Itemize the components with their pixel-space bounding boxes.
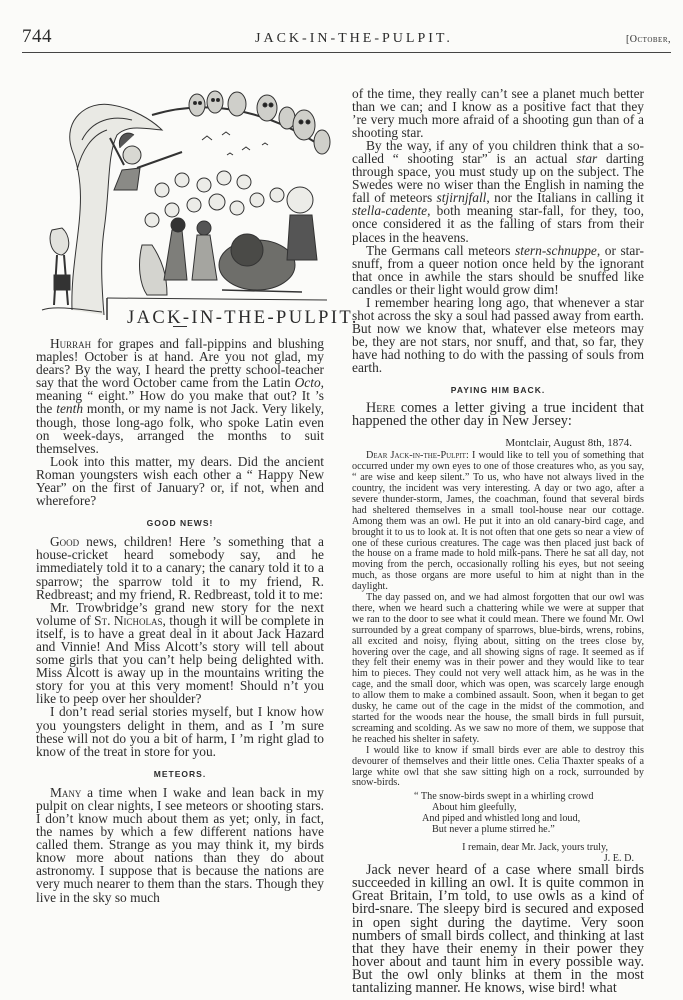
letter-intro xyxy=(352,402,644,428)
section-heading-meteors: METEORS. xyxy=(153,768,207,779)
text: a time when I wake and lean back in my pulpit on clear nights, I see meteors or shooting stars. I don’t know much about them as yet; only, in fact, the names by which a few different nations have called them. Strange as you may think it, my birds know more about nations than they do about astronomy. I suppose that is because the nations are very much nearer to them than the stars. Though they live in the sky so much xyxy=(36,784,324,905)
text: , nor the Italians in calling it xyxy=(486,190,644,206)
drop-word: Here xyxy=(366,400,396,417)
letter-paragraph-1 xyxy=(352,451,644,593)
drop-word: Hurrah xyxy=(50,336,92,351)
text: month, or my name is not Jack. Very likely, though, those long-ago folk, who spoke Latin even on week-days, arranged the months to suit themselves. xyxy=(36,401,324,456)
letter-paragraph-2: The day passed on, and we had almost forgotten that our owl was there, when we heard such a chattering while we were at supper that we ran to the door to see what it could mean. There we found Mr. Owl surrounded by a great company of sparrows, blue-birds, wrens, robins, all excited and noisy, flying about, sitting on the trees close by, hovering over the cage, and all showing signs of rage. It seemed as if they felt their enemy was in their power and they would like to tear him to pieces. They could not very well attack him, as he was in the cage, and the small door, which was open, was scarcely large enough to allow them to make a combined assault. Soon, when it began to get dusky, he came out of the cage in the midst of the commotion, and started for the woods near the house, the small birds in full pursuit, screaming and scolding. As we saw no more of them, we suppose that he reached his shelter in safety. xyxy=(352,592,644,745)
good-news-paragraph-1 xyxy=(36,535,324,600)
text: for grapes and fall-pippins and blushing maples! October is at hand. Are you not glad, my dears? By the way, I heard the pretty school-teacher say that the word October came from the Latin xyxy=(36,336,324,391)
magazine-name: St. Nicholas xyxy=(94,612,163,628)
italic-term: Octo xyxy=(294,375,321,391)
meteors-paragraph-1 xyxy=(36,786,324,904)
text: , though it will be complete in itself, is to have a great deal in it about Jack Hazard and Vinnie! And Miss Alcott’s story will tell about some girls that you can’t help being delighted with. Miss Alcott is away up in the mountains writing the story for you at this very moment! Should n’t you like to peep over her shoulder? xyxy=(36,612,324,707)
text: By the way, if any of you children think that a so-called “ shooting star” is an actual xyxy=(352,138,644,167)
good-news-paragraph-2 xyxy=(36,601,324,706)
text: Mr. Trowbridge’s grand new story for the next volume of xyxy=(36,599,324,628)
verse-line: And piped and whistled long and loud, xyxy=(422,813,581,825)
running-month: [October, xyxy=(625,34,671,45)
italic-term: stjirnjfall xyxy=(436,190,487,206)
text: The Germans call meteors xyxy=(366,242,516,258)
good-news-paragraph-3: I don’t read serial stories myself, but I know how you youngsters delight in them, and as I ’m sure these will not do you a bit of harm, I ’m right glad to know of the treat in store for you. xyxy=(36,704,324,759)
text: I would like to tell you of something that occurred under my own eyes to one of those creatures who, as you say, “ are wise and keep silent.” To us, who have not always lived in the country, the incident was very interesting. A day or two ago, after a severe thunder-storm, James, the coachman, found that several birds had sheltered themselves in a small tool-house near our cottage. Among them was an owl. He put it into an old canary-bird cage, and brought it to us to look at. It is not often that one gets so near a view of one of these curious creatures. The cage was then placed just back of the house on a frame made to hold milk-pans. There he sat all day, not moving from the perch, occasionally rolling his eyes, but not seeing much, as those organs are more useful to him at night than in the daylight. xyxy=(352,450,644,593)
engraving-icon xyxy=(32,80,332,320)
text: darting through space, you must study up on the subject. The Swedes were no wiser than the English in naming the fall of meteors xyxy=(352,151,644,206)
running-head xyxy=(22,26,671,48)
letter-signature: J. E. D. xyxy=(603,852,634,864)
verse-line: “ The snow-birds swept in a whirling crowd xyxy=(414,791,594,803)
letter-dateline: Montclair, August 8th, 1874. xyxy=(505,437,632,450)
page-number: 744 xyxy=(22,26,52,47)
drop-word: Many xyxy=(50,784,82,800)
verse-quote xyxy=(414,792,644,836)
italic-term: tenth xyxy=(56,401,84,417)
letter xyxy=(352,438,644,864)
text: news, children! Here ’s something that a house-cricket heard somebody say, and he immediately told it to a canary; the canary told it to a sparrow; the sparrow told it to my friend, R. Redbreast; and my friend, R. Redbreast, told it to me: xyxy=(36,534,324,602)
left-column xyxy=(36,80,359,905)
section-heading-good-news: GOOD NEWS! xyxy=(146,518,214,529)
meteors-paragraph-4: I remember hearing long ago, that whenever a star shot across the sky a soul had passed away from earth. But now we know that, whatever else meteors may be, they are not stars, nor snuff, and that, so far, they have had nothing to do with the passing of souls from earth. xyxy=(352,294,644,375)
text: comes a letter giving a true incident that happened the other day in New Jersey: xyxy=(352,400,644,430)
letter-paragraph-3: I would like to know if small birds ever are able to destroy this devourer of themselves and their little ones. Celia Thaxter speaks of a large white owl that she saw sitting high on a rock, surrounded by snow-birds. xyxy=(352,744,644,789)
text: , meaning “ eight.” How do you make that out? It ’s the xyxy=(36,375,324,417)
text: , or star-snuff, from a queer notion once held by the ignorant that once in awhile the stars should be snuffed like candles or their light would grow dim! xyxy=(352,242,644,297)
header-rule xyxy=(22,52,671,53)
text: , both meaning star-fall, for they, too, once considered it as the falling of stars from their places in the heavens. xyxy=(352,203,644,245)
meteors-continued: of the time, they really can’t see a planet much better than we can; and I know as a positive fact that they ’re very much more afraid of a shooting gun than of a shooting star. xyxy=(352,86,644,141)
intro-paragraph xyxy=(36,337,324,455)
jack-response: Jack never heard of a case where small birds succeeded in killing an owl. It is quite common in Great Britain, I’m told, to use owls as a kind of bird-snare. The sleepy bird is secured and exposed in open sight during the daytime. Very soon numbers of small birds collect, and thinking at last that they have their enemy in their power they hover about and taunt him in every possible way. But the owl only blinks at them in the most tantalizing manner. He knows, wise bird! what xyxy=(352,861,644,997)
drop-word: Good xyxy=(50,534,80,550)
meteors-paragraph-3 xyxy=(352,244,644,296)
verse-line: But never a plume stirred he.” xyxy=(432,824,555,836)
running-title: JACK-IN-THE-PULPIT. xyxy=(255,31,453,46)
intro-paragraph-2: Look into this matter, my dears. Did the ancient Roman youngsters wish each other a “ Happy New Year” on the first of January? or, if not, when and wherefore? xyxy=(36,453,324,509)
salutation: Dear Jack-in-the-Pulpit: xyxy=(366,450,469,462)
verse-line: About him gleefully, xyxy=(432,802,517,814)
italic-term: stella-cadente xyxy=(352,203,428,219)
section-heading-paying-him-back: PAYING HIM BACK. xyxy=(450,385,546,396)
illustration-title: JACK-IN-THE-PULPIT. xyxy=(127,308,359,328)
letter-closing: I remain, dear Mr. Jack, yours truly, xyxy=(462,841,608,853)
header-illustration xyxy=(32,80,359,328)
right-column xyxy=(352,87,644,996)
italic-term: stern-schnuppe xyxy=(515,242,597,258)
italic-term: star xyxy=(576,151,598,167)
meteors-paragraph-2 xyxy=(352,139,644,243)
